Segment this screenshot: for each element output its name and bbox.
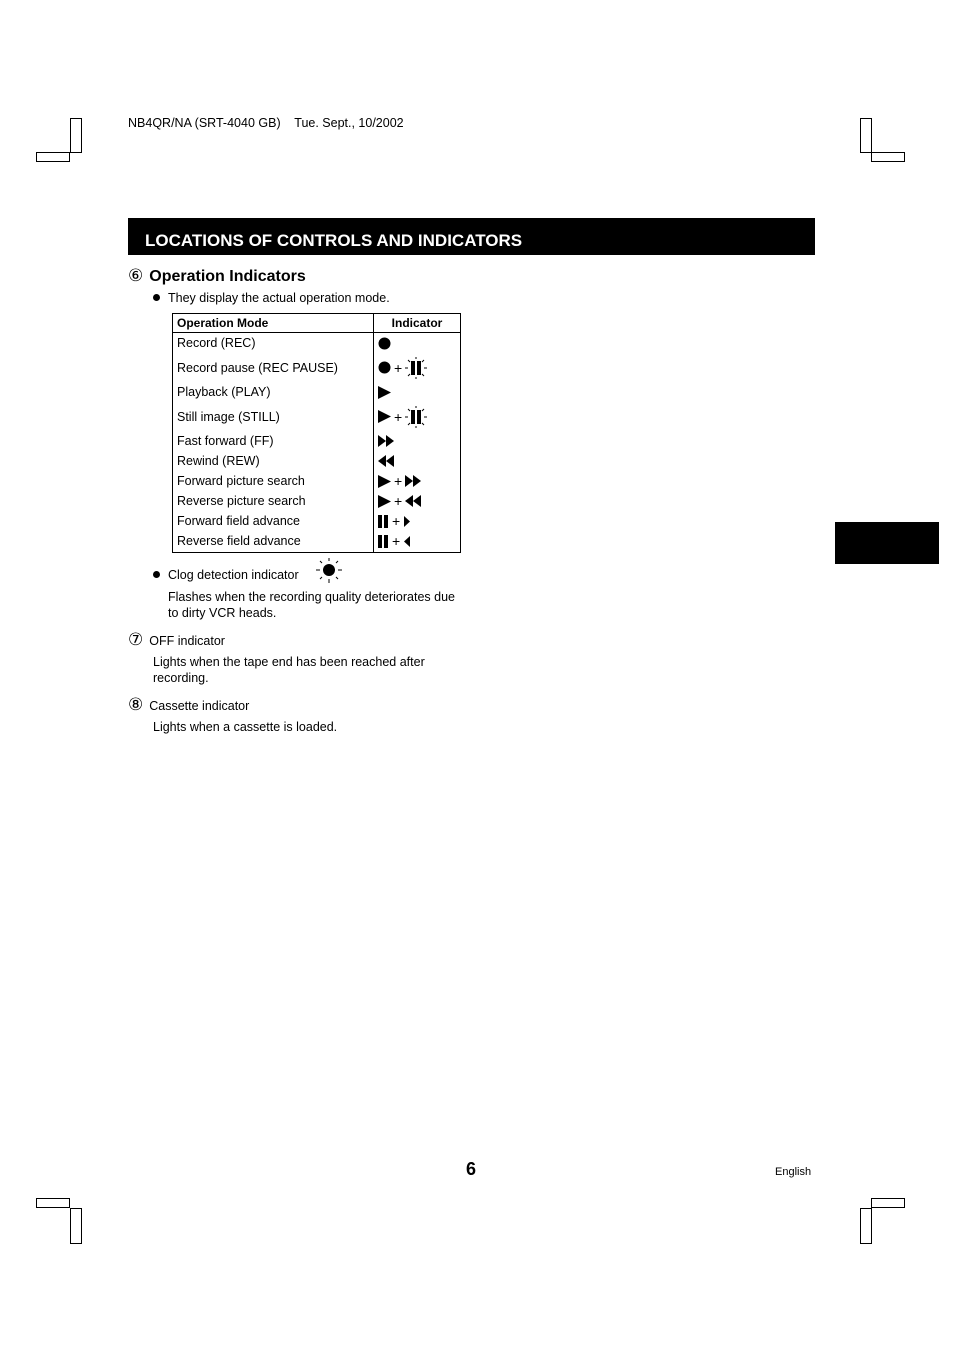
crop-mark-top-left-h: [36, 152, 70, 162]
section-8-number: ⑧: [128, 695, 144, 714]
operation-table: [172, 313, 461, 553]
clog-label: Clog detection indicator: [168, 568, 299, 582]
indicator-cell: [374, 431, 461, 451]
crop-mark-bottom-left-h: [36, 1198, 70, 1208]
indicator-cell: [374, 451, 461, 471]
fast-forward-icon: [405, 475, 421, 487]
table-row: [173, 531, 461, 552]
indicator-cell: +: [374, 511, 461, 531]
operation-mode-cell: Record (REC): [177, 336, 256, 350]
table-row: [173, 471, 461, 491]
play-icon: [378, 495, 391, 508]
play-icon: [378, 475, 391, 488]
section-7-description: Lights when the tape end has been reached after recording.: [153, 655, 425, 685]
fast-forward-icon: [378, 435, 394, 447]
section-6-heading: [128, 266, 306, 286]
table-row: [173, 451, 461, 471]
table-row: [173, 382, 461, 402]
operation-mode-cell: Fast forward (FF): [177, 434, 274, 448]
pause-icon: [378, 515, 389, 528]
table-header-row: [173, 314, 461, 333]
banner-title: LOCATIONS OF CONTROLS AND INDICATORS: [145, 231, 523, 250]
rewind-icon: [378, 455, 394, 467]
table-row: [173, 402, 461, 431]
indicator-cell: +: [374, 531, 461, 552]
crop-mark-bottom-right-v: [860, 1208, 872, 1244]
play-icon: [378, 410, 391, 423]
section-8-description: Lights when a cassette is loaded.: [153, 720, 338, 734]
rec-icon: [378, 337, 391, 350]
language-label: English: [775, 1166, 812, 1178]
operation-mode-cell: Rewind (REW): [177, 454, 260, 468]
operation-mode-cell: Forward picture search: [177, 474, 305, 488]
crop-mark-top-left-v: [70, 118, 82, 153]
section-6-bullet: [153, 291, 390, 305]
indicator-cell: [374, 382, 461, 402]
table-row: [173, 511, 461, 531]
flashing-pause-icon: [405, 357, 427, 379]
doc-header: [128, 116, 404, 130]
section-8-heading: [128, 697, 249, 714]
step-left-icon: [403, 536, 411, 547]
indicator-cell: +: [374, 471, 461, 491]
rewind-icon: [405, 495, 421, 507]
section-8-label: Cassette indicator: [149, 699, 250, 713]
clog-flash-icon: [315, 558, 343, 584]
clog-description: Flashes when the recording quality deteriorates due to dirty VCR heads.: [168, 590, 455, 620]
table-row: [173, 333, 461, 354]
pause-icon: [378, 535, 389, 548]
operation-mode-cell: Reverse picture search: [177, 494, 306, 508]
doc-id: NB4QR/NA (SRT-4040 GB): [128, 116, 281, 130]
crop-mark-top-right-h: [871, 152, 905, 162]
table-row: [173, 491, 461, 511]
play-icon: [378, 386, 391, 399]
table-row: [173, 353, 461, 382]
chapter-tab: [835, 522, 939, 564]
rec-icon: [378, 361, 391, 374]
indicator-cell: +: [374, 353, 461, 382]
section-6-number: ⑥: [128, 266, 144, 285]
doc-date: Tue. Sept., 10/2002: [294, 116, 404, 130]
indicator-cell: +: [374, 402, 461, 431]
section-7-label: OFF indicator: [149, 634, 225, 648]
section-6-title: Operation Indicators: [149, 268, 306, 285]
crop-mark-top-right-v: [860, 118, 872, 153]
table-row: [173, 431, 461, 451]
operation-mode-cell: Playback (PLAY): [177, 385, 271, 399]
section-7-number: ⑦: [128, 630, 144, 649]
indicator-cell: +: [374, 491, 461, 511]
col-operation-mode: Operation Mode: [173, 314, 374, 333]
crop-mark-bottom-right-h: [871, 1198, 905, 1208]
operation-mode-cell: Forward field advance: [177, 514, 300, 528]
section-banner: [128, 218, 815, 255]
indicator-cell: [374, 333, 461, 354]
flashing-pause-icon: [405, 406, 427, 428]
bullet-dot: [153, 571, 160, 578]
bullet-dot: [153, 294, 160, 301]
page-number: 6: [466, 1159, 477, 1179]
clog-bullet: [153, 568, 299, 582]
bullet-text: They display the actual operation mode.: [168, 291, 390, 305]
operation-mode-cell: Still image (STILL): [177, 409, 280, 424]
step-right-icon: [403, 516, 411, 527]
col-indicator: Indicator: [374, 314, 461, 333]
crop-mark-bottom-left-v: [70, 1208, 82, 1244]
section-7-heading: [128, 632, 225, 649]
operation-mode-cell: Reverse field advance: [177, 534, 301, 549]
operation-mode-cell: Record pause (REC PAUSE): [177, 360, 338, 375]
